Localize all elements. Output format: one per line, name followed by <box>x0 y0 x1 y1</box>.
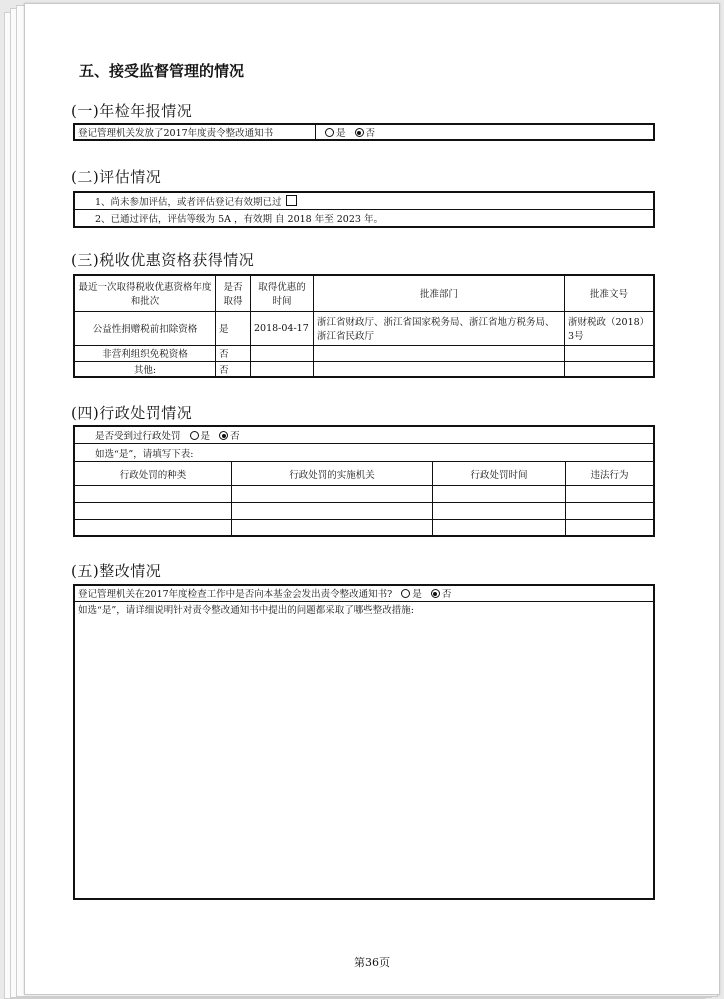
table-row <box>74 311 654 345</box>
penalty-question-cell <box>74 426 654 444</box>
penalty-header-time: 行政处罚时间 <box>433 462 566 486</box>
tax-row-obtained: 是 <box>216 311 251 345</box>
evaluation-table <box>73 191 655 228</box>
tax-row-type: 公益性捐赠税前扣除资格 <box>74 311 216 345</box>
annual-heading: (一)年检年报情况 <box>71 102 193 120</box>
rectify-question-cell <box>74 585 654 601</box>
annual-yes-radio[interactable] <box>325 128 334 137</box>
penalty-header-type: 行政处罚的种类 <box>74 462 232 486</box>
evaluation-checkbox[interactable] <box>286 195 297 206</box>
rectify-note: 如选“是”，请详细说明针对责令整改通知书中提出的问题都采取了哪些整改措施: <box>74 601 654 617</box>
tax-header-obtained: 是否取得 <box>216 275 251 311</box>
annual-options <box>316 124 655 140</box>
rectify-no-radio[interactable] <box>431 589 440 598</box>
tax-row-obtained: 否 <box>216 361 251 377</box>
tax-row-doc <box>565 361 655 377</box>
tax-table <box>73 274 655 378</box>
table-row <box>74 503 654 520</box>
table-row <box>74 486 654 503</box>
evaluation-line1-cell <box>74 192 654 210</box>
penalty-no-label: 否 <box>230 431 240 443</box>
page-number: 第36页 <box>354 956 390 969</box>
rectify-answer-area[interactable] <box>74 617 654 899</box>
tax-row-time <box>251 345 314 361</box>
evaluation-heading: (二)评估情况 <box>71 168 162 186</box>
table-row <box>74 345 654 361</box>
penalty-header-agency: 行政处罚的实施机关 <box>232 462 433 486</box>
annual-table <box>73 123 655 141</box>
tax-row-dept <box>314 361 565 377</box>
tax-row-type: 非营利组织免税资格 <box>74 345 216 361</box>
tax-row-dept: 浙江省财政厅、浙江省国家税务局、浙江省地方税务局、浙江省民政厅 <box>314 311 565 345</box>
tax-row-time <box>251 361 314 377</box>
penalty-yes-label: 是 <box>200 431 211 443</box>
table-row <box>74 519 654 536</box>
tax-row-doc <box>565 345 655 361</box>
rectify-yes-label: 是 <box>412 589 422 601</box>
tax-row-time: 2018-04-17 <box>251 311 314 345</box>
tax-heading: (三)税收优惠资格获得情况 <box>71 251 255 269</box>
evaluation-line1: 1、尚未参加评估，或者评估登记有效期已过 <box>95 197 282 208</box>
tax-row-type: 其他: <box>74 361 216 377</box>
rectify-heading: (五)整改情况 <box>71 562 162 580</box>
tax-header-doc: 批准文号 <box>565 275 655 311</box>
evaluation-line2: 2、已通过评估，评估等级为 5A ，有效期 自 2018 年至 2023 年。 <box>74 210 654 228</box>
table-row <box>74 361 654 377</box>
penalty-header-violation: 违法行为 <box>566 462 655 486</box>
tax-row-doc: 浙财税政（2018）3号 <box>565 311 655 345</box>
penalty-no-radio[interactable] <box>219 431 228 440</box>
penalty-question: 是否受到过行政处罚 <box>95 431 181 443</box>
annual-no-radio[interactable] <box>355 128 364 137</box>
tax-header-dept: 批准部门 <box>314 275 565 311</box>
annual-no-label: 否 <box>365 128 376 139</box>
penalty-heading: (四)行政处罚情况 <box>71 404 193 422</box>
penalty-yes-radio[interactable] <box>190 431 199 440</box>
section-title: 五、接受监督管理的情况 <box>79 62 245 80</box>
annual-yes-label: 是 <box>336 128 346 139</box>
rectify-table <box>73 584 655 900</box>
tax-header-time: 取得优惠的时间 <box>251 275 314 311</box>
tax-row-dept <box>314 345 565 361</box>
document-page <box>24 3 720 995</box>
rectify-no-label: 否 <box>441 589 452 601</box>
rectify-yes-radio[interactable] <box>401 589 410 598</box>
rectify-question: 登记管理机关在2017年度检查工作中是否向本基金会发出责令整改通知书? <box>78 589 393 601</box>
tax-header-type: 最近一次取得税收优惠资格年度和批次 <box>74 275 216 311</box>
annual-question: 登记管理机关发放了2017年度责令整改通知书 <box>74 124 316 140</box>
penalty-note: 如选“是”，请填写下表: <box>74 444 654 462</box>
tax-row-obtained: 否 <box>216 345 251 361</box>
penalty-table <box>73 425 655 537</box>
